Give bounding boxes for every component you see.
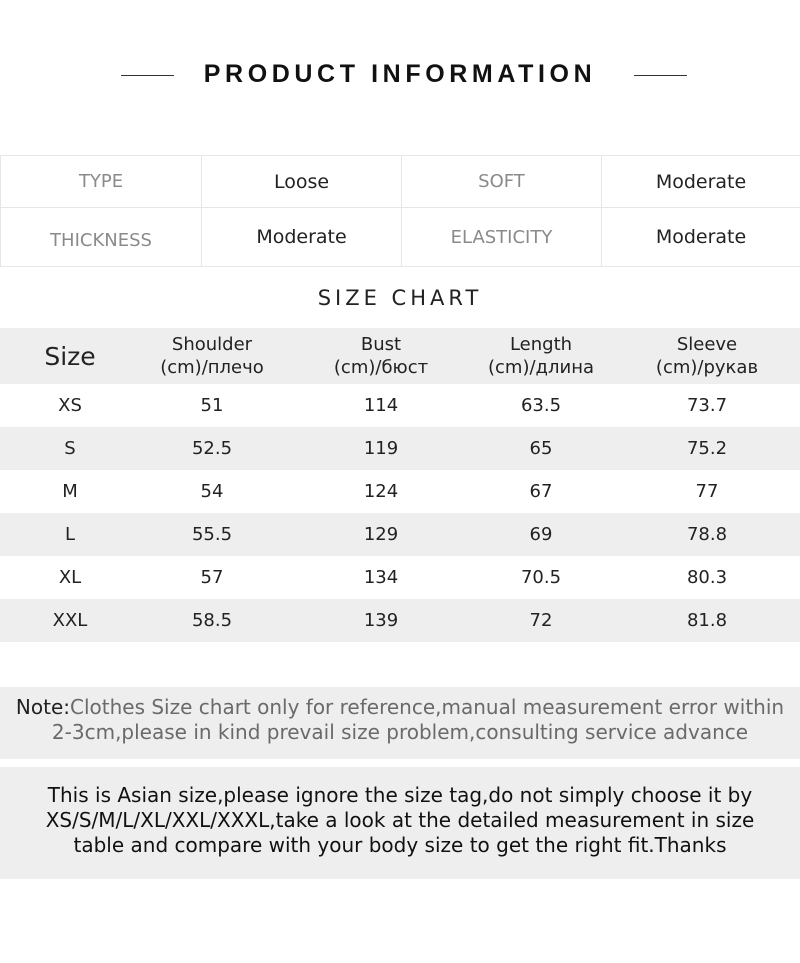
attributes-row [1,208,800,267]
cell-length: 72 [529,610,553,631]
attribute-key-thickness: THICKNESS [1,208,202,267]
attribute-key-soft: SOFT [402,156,602,208]
reference-note [0,687,800,759]
cell-bust: 129 [363,524,399,545]
cell-length: 65 [529,438,553,459]
asian-notice-line2: XS/S/M/L/XL/XXL/XXXL,take a look at the detailed measurement in size [45,808,755,832]
table-row [0,599,800,642]
size-chart-title: SIZE CHART [317,286,483,310]
header-shoulder-label: Shoulder [171,334,253,355]
cell-size: S [64,438,76,459]
note-text-line2: 2-3cm,please in kind prevail size problem,consulting service advance [51,720,749,744]
note-label: Note: [15,695,70,719]
attribute-value-thickness: Moderate [202,208,402,267]
header-shoulder-unit: (cm)/плечо [160,357,264,378]
table-row [0,513,800,556]
asian-notice-line3: table and compare with your body size to get the right fit.Thanks [73,833,727,857]
header-bust [301,328,461,384]
cell-bust: 139 [363,610,399,631]
attributes-row [1,156,800,208]
table-row [0,384,800,427]
cell-sleeve: 80.3 [686,567,728,588]
attributes-table [0,155,800,267]
table-row [0,470,800,513]
page-title: PRODUCT INFORMATION [203,60,597,88]
size-chart-table [0,328,800,642]
table-row [0,556,800,599]
cell-shoulder: 52.5 [191,438,233,459]
header-length [461,328,621,384]
cell-length: 70.5 [520,567,562,588]
product-info-header [0,52,800,100]
cell-shoulder: 55.5 [191,524,233,545]
cell-shoulder: 54 [200,481,224,502]
cell-sleeve: 75.2 [686,438,728,459]
asian-notice-line1: This is Asian size,please ignore the size tag,do not simply choose it by [47,783,753,807]
cell-size: L [64,524,76,545]
attribute-value-type: Loose [202,156,402,208]
cell-length: 63.5 [520,395,562,416]
header-sleeve-unit: (cm)/рукав [655,357,759,378]
header-length-label: Length [509,334,573,355]
header-sleeve-label: Sleeve [676,334,738,355]
cell-sleeve: 73.7 [686,395,728,416]
cell-bust: 134 [363,567,399,588]
header-sleeve [621,328,793,384]
cell-sleeve: 81.8 [686,610,728,631]
cell-size: M [62,481,78,502]
cell-bust: 114 [363,395,399,416]
cell-shoulder: 57 [200,567,224,588]
header-bust-unit: (cm)/бюст [333,357,429,378]
cell-bust: 119 [363,438,399,459]
cell-shoulder: 51 [200,395,224,416]
cell-sleeve: 78.8 [686,524,728,545]
table-row [0,427,800,470]
header-length-unit: (cm)/длина [488,357,594,378]
header-bust-label: Bust [360,334,402,355]
note-text-line1: Clothes Size chart only for reference,manual measurement error within [70,695,785,719]
header-shoulder [140,328,284,384]
cell-size: XL [58,567,82,588]
header-size: Size [44,341,96,371]
attribute-value-elasticity: Moderate [602,208,800,267]
cell-shoulder: 58.5 [191,610,233,631]
cell-sleeve: 77 [695,481,719,502]
attribute-key-type: TYPE [1,156,202,208]
cell-bust: 124 [363,481,399,502]
cell-size: XS [58,395,82,416]
asian-size-notice [0,767,800,879]
cell-length: 67 [529,481,553,502]
attribute-key-elasticity: ELASTICITY [402,208,602,267]
size-chart-header-row [0,328,800,384]
cell-length: 69 [529,524,553,545]
cell-size: XXL [52,610,88,631]
title-divider-right [634,75,687,76]
attribute-value-soft: Moderate [602,156,800,208]
